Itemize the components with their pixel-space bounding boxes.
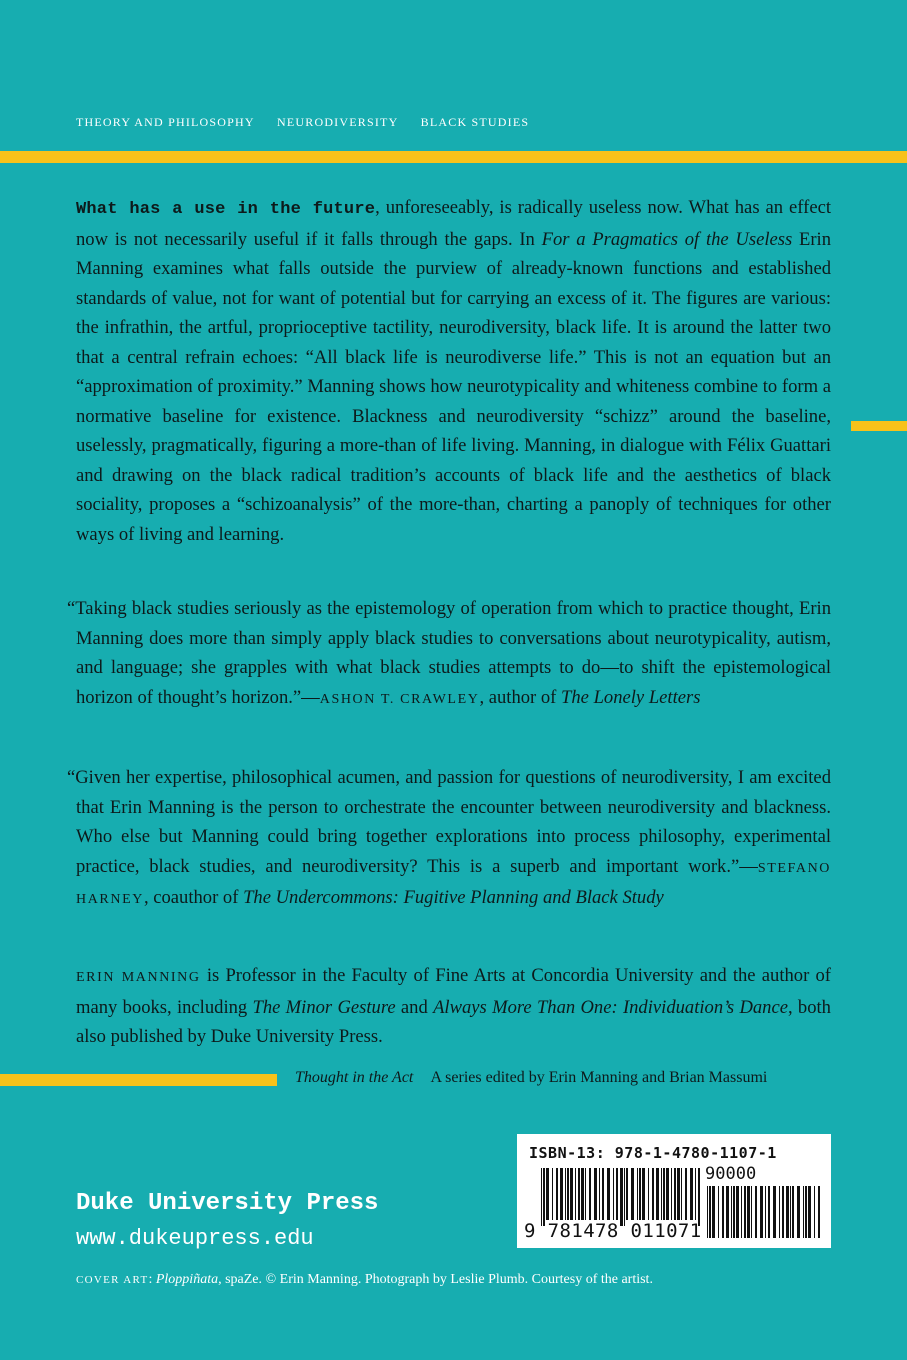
barcode-box — [517, 1134, 831, 1248]
barcode-bar — [671, 1168, 672, 1220]
barcode-bar — [637, 1168, 638, 1220]
author-bio — [76, 961, 831, 1052]
barcode-bar — [567, 1168, 569, 1220]
barcode-bar — [768, 1186, 770, 1238]
category-neurodiversity: NEURODIVERSITY — [276, 115, 399, 129]
barcode-bar — [773, 1186, 776, 1238]
barcode-bar — [803, 1186, 804, 1238]
bio-name: ERIN MANNING — [76, 970, 201, 985]
barcode-bar — [552, 1168, 553, 1220]
credit-work: Ploppiñata — [155, 1272, 219, 1287]
price-code: 90000 — [705, 1164, 757, 1184]
barcode-bar — [760, 1186, 763, 1238]
barcode-bar — [663, 1168, 665, 1220]
barcode-bar — [782, 1186, 784, 1238]
barcode-bar — [707, 1186, 708, 1238]
bio-text-2: and — [395, 996, 434, 1018]
barcode-bar — [607, 1168, 610, 1220]
barcode-bar — [585, 1168, 586, 1220]
bio-book-1: The Minor Gesture — [252, 996, 396, 1018]
barcode-number: 9 781478 011071 — [524, 1220, 702, 1242]
barcode-bar — [589, 1168, 591, 1220]
series-editors: A series edited by Erin Manning and Brian Massumi — [430, 1069, 768, 1086]
quote-text: “Given her expertise, philosophical acumen, and passion for questions of neurodiversity, I am excited that Erin Manning is the person to orchestrate the encounter between neurodiversity and blackness. Who else but Manning could bring together explorations into process philosophy, experimental practice, black studies, and neurodiversity? This is a superb and important work.”— — [67, 767, 831, 877]
barcode-bar — [681, 1168, 682, 1220]
barcode-bar — [747, 1186, 750, 1238]
bio-book-2: Always More Than One: Individuation’s Dance — [433, 996, 788, 1018]
barcode-bar — [685, 1168, 687, 1220]
barcode-bar — [808, 1186, 811, 1238]
barcode-bar — [666, 1168, 669, 1220]
barcode-bar — [718, 1186, 719, 1238]
barcode-bar — [626, 1168, 628, 1220]
publisher-url[interactable]: www.dukeupress.edu — [76, 1226, 314, 1251]
blurb-text-1: , unforeseeably, is radically useless now. What has an effect now is not necessarily useful if it falls through the gaps. In — [76, 197, 831, 250]
barcode-bar — [733, 1186, 735, 1238]
barcode-bar — [565, 1168, 566, 1220]
quote-author: STEFANO HARNEY — [76, 860, 831, 907]
endorsement-harney — [67, 763, 831, 915]
barcode-bar — [599, 1168, 600, 1220]
book-title: For a Pragmatics of the Useless — [541, 228, 793, 250]
quote-work: The Undercommons: Fugitive Planning and Black Study — [243, 887, 664, 908]
barcode-bar — [751, 1186, 752, 1238]
barcode-bar — [652, 1168, 654, 1220]
barcode-bar — [578, 1168, 580, 1220]
quote-role: , coauthor of — [143, 887, 244, 908]
barcode-bar — [814, 1186, 815, 1238]
barcode-bar — [546, 1168, 549, 1220]
barcode-bar — [741, 1186, 742, 1238]
barcode-bar — [736, 1186, 739, 1238]
bio-text-1: is Professor in the Faculty of Fine Arts at Concordia University and the author of many books, including — [76, 965, 831, 1018]
barcode-bar — [674, 1168, 676, 1220]
barcode-bar — [642, 1168, 645, 1220]
credit-text: , spaZe. © Erin Manning. Photograph by Leslie Plumb. Courtesy of the artist. — [218, 1272, 653, 1287]
barcode-bar — [698, 1168, 700, 1226]
isbn-label: ISBN-13: 978-1-4780-1107-1 — [529, 1144, 777, 1162]
barcode-bar — [726, 1186, 729, 1238]
accent-bar-right — [851, 421, 907, 431]
quote-role: , author of — [479, 686, 562, 708]
barcode-bar — [543, 1168, 545, 1226]
book-blurb — [76, 193, 831, 549]
barcode-bar — [661, 1168, 662, 1220]
barcode-bar — [639, 1168, 641, 1220]
barcode-bar — [613, 1168, 614, 1220]
barcode-bar — [712, 1186, 715, 1238]
barcode-bar — [581, 1168, 584, 1220]
barcode-bar — [805, 1186, 807, 1238]
publisher-name: Duke University Press — [76, 1190, 379, 1217]
category-black-studies: BLACK STUDIES — [420, 115, 530, 129]
blurb-lead: What has a use in the future — [76, 200, 376, 219]
barcode-bar — [560, 1168, 563, 1220]
barcode-bar — [797, 1186, 800, 1238]
barcode-bar — [755, 1186, 757, 1238]
series-name: Thought in the Act — [295, 1069, 414, 1086]
barcode-bar — [731, 1186, 732, 1238]
barcode-bar — [541, 1168, 542, 1226]
barcode-bar — [722, 1186, 724, 1238]
barcode-bar — [620, 1168, 623, 1226]
category-theory: THEORY AND PHILOSOPHY — [76, 115, 255, 129]
barcode-bar — [556, 1168, 558, 1220]
barcode-bar — [631, 1168, 634, 1220]
barcode-bar — [570, 1168, 573, 1220]
quote-author: ASHON T. CRAWLEY — [319, 691, 480, 707]
barcode-bar — [765, 1186, 766, 1238]
category-labels — [76, 115, 547, 130]
barcode-bar — [602, 1168, 604, 1220]
barcode-bar — [594, 1168, 597, 1220]
series-line — [295, 1069, 767, 1087]
cover-art-credit — [76, 1272, 653, 1288]
barcode-bar — [818, 1186, 820, 1238]
barcode-bar — [690, 1168, 693, 1220]
endorsement-crawley — [67, 594, 831, 714]
barcode-bar — [656, 1168, 659, 1220]
accent-bar-bottom — [0, 1074, 277, 1086]
barcode-bar — [648, 1168, 649, 1220]
bio-text-3: , both also published by Duke University Press. — [76, 996, 831, 1047]
barcode-bar — [786, 1186, 789, 1238]
barcode-bar — [792, 1186, 794, 1238]
credit-sep: : — [148, 1272, 156, 1287]
quote-text: “Taking black studies seriously as the epistemology of operation from which to practice thought, Erin Manning does more than simply apply black studies to conversations about neurotypicality, autism, and language; she grapples with what black studies attempts to do—to shift the epistemological horizon of thought’s horizon.”— — [67, 598, 831, 708]
barcode-bar — [677, 1168, 680, 1220]
accent-bar-top — [0, 151, 907, 163]
blurb-text-2: Erin Manning examines what falls outside the purview of already-known functions and established standards of value, not for want of potential but for carrying an excess of it. The figures are various: the infrathin, the artful, proprioceptive tactility, neurodiversity, black life. It is around the latter two that a central refrain echoes: “All black life is neurodiverse life.” This is not an equation but an “approximation of proximity.” Manning shows how neurotypicality and whiteness combine to form a normative baseline for existence. Blackness and neurodiversity “schizz” around the baseline, uselessly, pragmatically, figuring a more-than of life living. Manning, in dialogue with Félix Guattari and drawing on the black radical tradition’s accounts of black life and the aesthetics of black sociality, proposes a “schizoanalysis” of the more-than, charting a panoply of techniques for other ways of living and learning. — [76, 228, 831, 545]
credit-label: COVER ART — [76, 1274, 149, 1286]
barcode-bar — [744, 1186, 746, 1238]
quote-work: The Lonely Letters — [561, 686, 701, 708]
barcode-bar — [709, 1186, 711, 1238]
barcode-bar — [779, 1186, 780, 1238]
barcode-bar — [616, 1168, 618, 1220]
barcode-bar — [624, 1168, 625, 1226]
barcode-bar — [790, 1186, 791, 1238]
barcode-bar — [575, 1168, 576, 1220]
barcode-bar — [695, 1168, 696, 1220]
